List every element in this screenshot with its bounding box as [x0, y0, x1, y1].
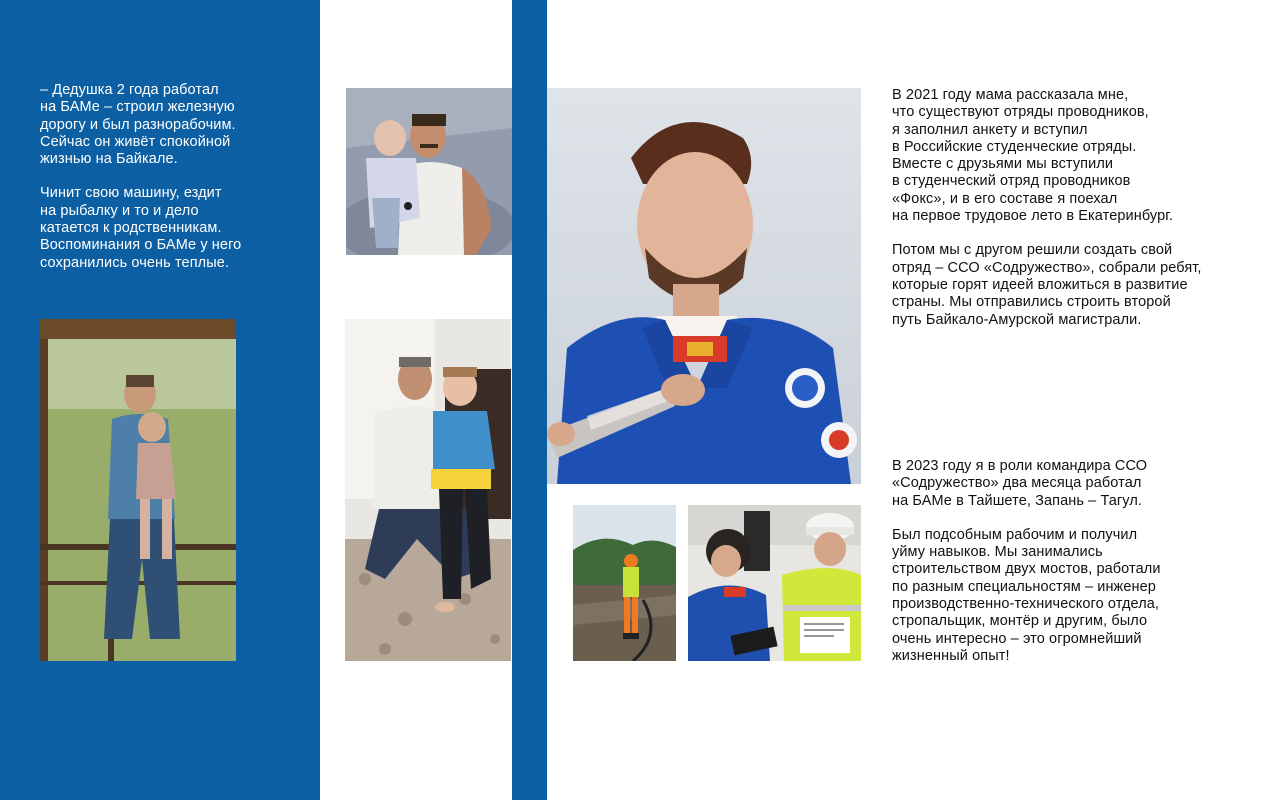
photo-main-portrait [547, 88, 861, 484]
photo-worker-on-site [573, 505, 676, 661]
photo-grandfather-with-baby [346, 88, 512, 255]
photo-grandfather-with-boy [345, 319, 511, 661]
story-paragraph-3: В 2023 году я в роли командира ССО «Содружество» два месяца работал на БАМе в Тайшете, Запань – Тагул. [892, 458, 1148, 509]
photo-workers-documents [688, 505, 861, 661]
center-blue-stripe [512, 0, 547, 800]
story-paragraph-2: Потом мы с другом решили создать свой отряд – ССО «Содружество», собрали ребят, которые горят идеей вложиться в развитие страны. Мы отправились строить второй путь Байкало-Амурской магистрали. [892, 242, 1202, 328]
grandfather-paragraph-2: Чинит свою машину, ездит на рыбалку и то и дело катается к родственникам. Воспоминания о БАМе у него сохранились очень теплые. [40, 185, 242, 271]
grandfather-paragraph-1: – Дедушка 2 года работал на БАМе – строил железную дорогу и был разнорабочим. Сейчас он живёт спокойной жизнью на Байкале. [40, 82, 236, 168]
photo-grandfather-outdoor [40, 319, 236, 661]
left-text-block [40, 82, 310, 272]
right-text-block-bottom [892, 458, 1272, 665]
right-text-block-top [892, 87, 1272, 329]
story-paragraph-1: В 2021 году мама рассказала мне, что существуют отряды проводников, я заполнил анкету и вступил в Российские студенческие отряды. Вместе с друзьями мы вступили в студенческий отряд проводников «Фокс», и в его составе я поехал на первое трудовое лето в Екатеринбург. [892, 87, 1174, 225]
story-paragraph-4: Был подсобным рабочим и получил уйму навыков. Мы занимались строительством двух мостов, работали по разным специальностям – инженер производственно-технического отдела, стропальщик, монтёр и другим, было очень интересно – это огромнейший жизненный опыт! [892, 526, 1161, 664]
